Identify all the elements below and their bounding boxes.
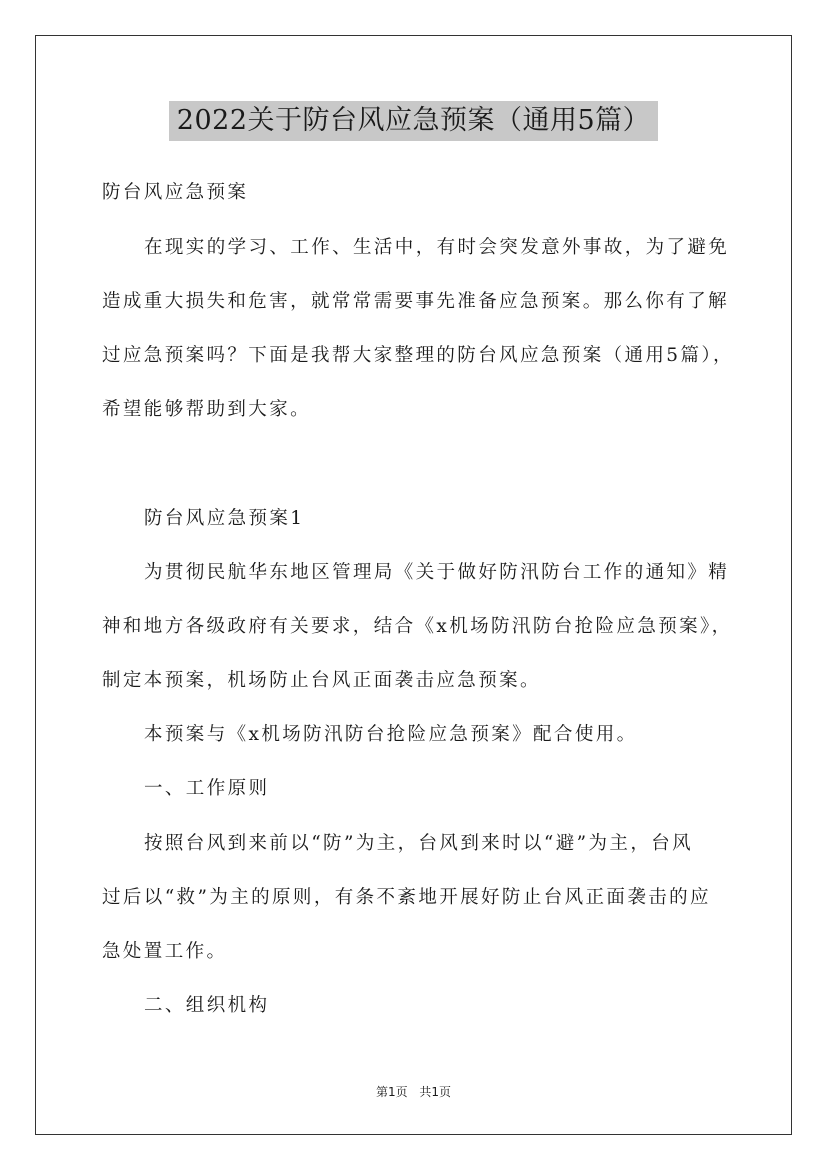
paragraph-line: 本预案与《x机场防汛防台抢险应急预案》配合使用。 — [144, 724, 638, 745]
page-total: 共1页 — [419, 1085, 452, 1099]
paragraph-line: 制定本预案，机场防止台风正面袭击应急预案。 — [102, 670, 541, 691]
subsection-heading: 防台风应急预案1 — [144, 508, 305, 529]
paragraph-line: 急处置工作。 — [102, 941, 228, 962]
page-footer — [0, 1083, 827, 1100]
title-area — [0, 101, 827, 141]
paragraph-line: 过后以“救”为主的原则，有条不紊地开展好防止台风正面袭击的应 — [102, 887, 711, 908]
paragraph-line: 过应急预案吗？下面是我帮大家整理的防台风应急预案（通用5篇）， — [102, 345, 734, 366]
paragraph-line: 按照台风到来前以“防”为主，台风到来时以“避”为主，台风 — [144, 833, 694, 854]
list-heading: 二、组织机构 — [144, 995, 270, 1016]
paragraph-line: 造成重大损失和危害，就常常需要事先准备应急预案。那么你有了解 — [102, 291, 730, 312]
paragraph-line: 神和地方各级政府有关要求，结合《x机场防汛防台抢险应急预案》， — [102, 616, 733, 637]
paragraph-line: 为贯彻民航华东地区管理局《关于做好防汛防台工作的通知》精 — [144, 562, 730, 583]
paragraph-line: 在现实的学习、工作、生活中，有时会突发意外事故，为了避免 — [144, 237, 730, 258]
section-heading: 防台风应急预案 — [102, 182, 249, 203]
page-number: 第1页 — [375, 1085, 408, 1099]
document-title: 2022关于防台风应急预案（通用5篇） — [169, 101, 658, 141]
paragraph-line: 希望能够帮助到大家。 — [102, 399, 312, 420]
list-heading: 一、工作原则 — [144, 778, 270, 799]
